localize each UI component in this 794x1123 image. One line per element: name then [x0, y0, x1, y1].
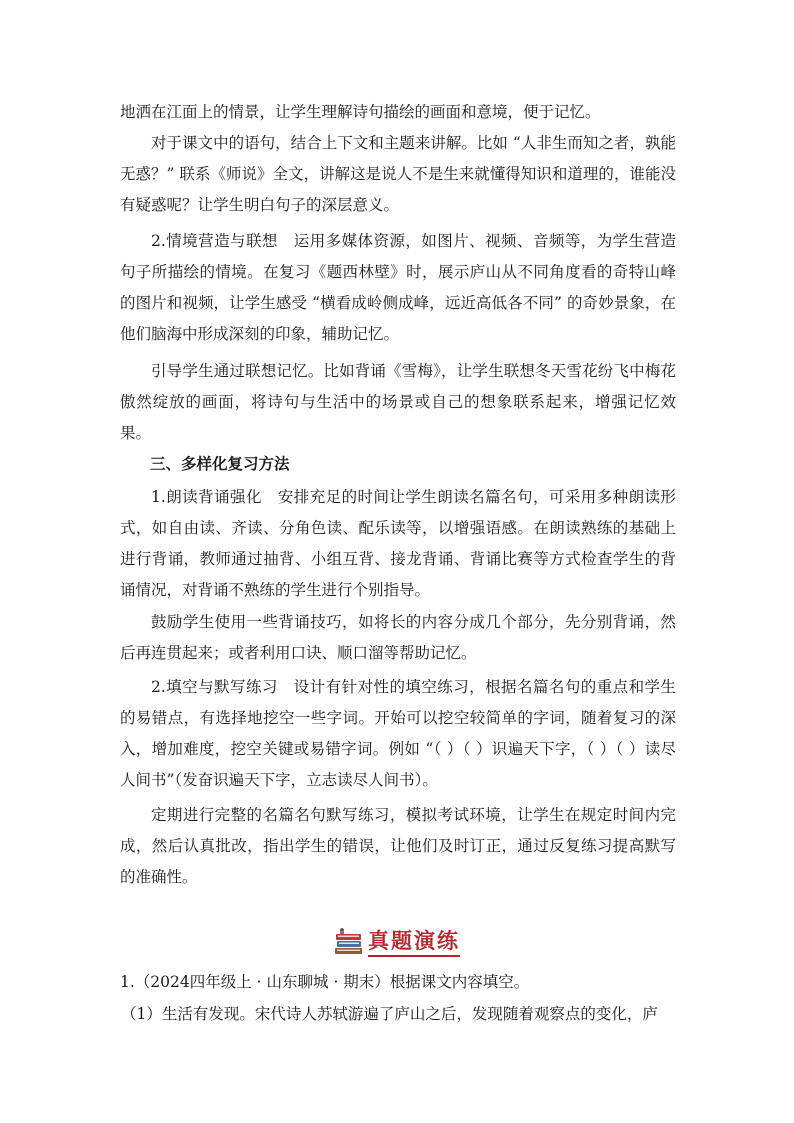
paragraph-recitation-tips: 鼓励学生使用一些背诵技巧，如将长的内容分成几个部分，先分别背诵，然后再连贯起来；或者利用口诀、顺口溜等帮助记忆。 — [120, 613, 676, 662]
books-icon — [334, 928, 364, 956]
paragraph-fill-blank-practice: 2.填空与默写练习 设计有针对性的填空练习，根据名篇名句的重点和学生的易错点，有选择地挖空一些字词。开始可以挖空较简单的字词，随着复习的深入，增加难度，挖空关键或易错字词。例如 “（ ）（ ）识遍天下字，（ ）（ ）读尽人间书”（发奋识遍天下字，立志读尽人间书）。 — [120, 678, 676, 789]
paragraph-continuation: 地洒在江面上的情景，让学生理解诗句描绘的画面和意境，便于记忆。 — [120, 103, 601, 121]
section-banner — [334, 927, 460, 957]
paragraph-sentence-explanation: 对于课文中的语句，结合上下文和主题来讲解。比如 “人非生而知之者，孰能无惑？” 联系《师说》全文，讲解这是说人不是生来就懂得知识和道理的，谁能没有疑惑呢？让学生明白句子的深层意义。 — [120, 134, 676, 214]
paragraph-scene-association: 2.情境营造与联想 运用多媒体资源，如图片、视频、音频等，为学生营造句子所描绘的情境。在复习《题西林壁》时，展示庐山从不同角度看的奇特山峰的图片和视频，让学生感受 “横看成岭侧成峰，远近高低各不同” 的奇妙景象，在他们脑海中形成深刻的印象，辅助记忆。 — [120, 232, 676, 343]
question-sub-1: （1）生活有发现。宋代诗人苏轼游遍了庐山之后，发现随着观察点的变化，庐 — [121, 1005, 658, 1023]
paragraph-association-memory: 引导学生通过联想记忆。比如背诵《雪梅》，让学生联想冬天雪花纷飞中梅花傲然绽放的画面，将诗句与生活中的场景或自己的想象联系起来，增强记忆效果。 — [120, 362, 676, 442]
banner-title: 真题演练 — [368, 928, 460, 957]
paragraph-dictation-practice: 定期进行完整的名篇名句默写练习，模拟考试环境，让学生在规定时间内完成，然后认真批改，指出学生的错误，让他们及时订正，通过反复练习提高默写的准确性。 — [120, 806, 676, 886]
paragraph-reading-recitation: 1.朗读背诵强化 安排充足的时间让学生朗读名篇名句，可采用多种朗读形式，如自由读、齐读、分角色读、配乐读等，以增强语感。在朗读熟练的基础上进行背诵，教师通过抽背、小组互背、接龙背诵、背诵比赛等方式检查学生的背诵情况，对背诵不熟练的学生进行个别指导。 — [120, 488, 676, 599]
section-heading: 三、多样化复习方法 — [150, 454, 290, 473]
question-stem: 1.（2024四年级上 · 山东聊城 · 期末）根据课文内容填空。 — [120, 973, 530, 991]
